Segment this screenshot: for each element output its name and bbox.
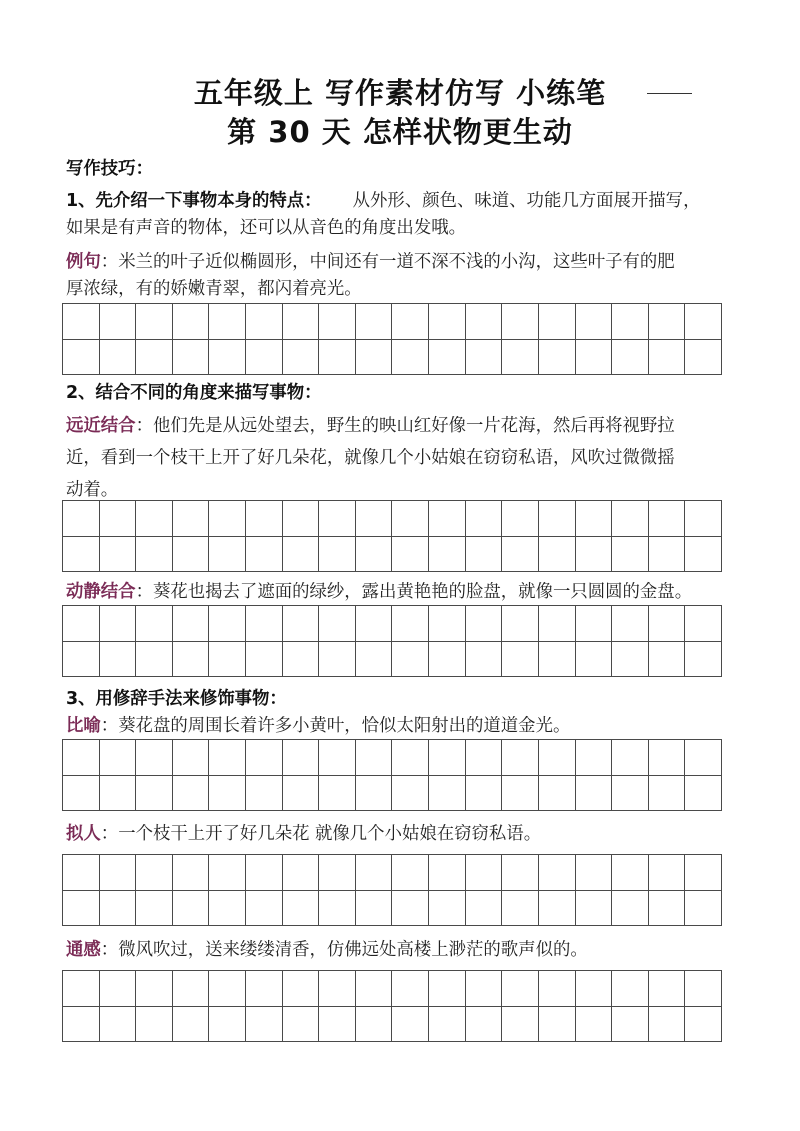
grid-cell[interactable]: [173, 501, 210, 537]
grid-cell[interactable]: [539, 340, 576, 376]
grid-cell[interactable]: [392, 855, 429, 891]
synesthesia-text: ：微风吹过，送来缕缕清香，仿佛远处高楼上渺茫的歌声似的。: [100, 940, 588, 960]
grid-cell[interactable]: [63, 537, 100, 573]
grid-cell[interactable]: [392, 891, 429, 927]
grid-cell[interactable]: [466, 340, 503, 376]
motion-text: ：葵花也揭去了遮面的绿纱，露出黄艳艳的脸盘，就像一只圆圆的金盘。: [135, 582, 693, 602]
grid-cell[interactable]: [100, 642, 137, 678]
grid-cell[interactable]: [649, 776, 686, 812]
grid-cell[interactable]: [246, 740, 283, 776]
section1-desc-part2: 如果是有声音的物体，还可以从音色的角度出发哦。: [66, 218, 466, 238]
grid-cell[interactable]: [209, 606, 246, 642]
grid-cell[interactable]: [100, 501, 137, 537]
grid-cell[interactable]: [319, 642, 356, 678]
grid-cell[interactable]: [392, 1007, 429, 1043]
grid-cell[interactable]: [283, 501, 320, 537]
grid-cell[interactable]: [466, 740, 503, 776]
grid-cell[interactable]: [466, 891, 503, 927]
grid-cell[interactable]: [685, 537, 722, 573]
grid-cell[interactable]: [319, 1007, 356, 1043]
grid-cell[interactable]: [392, 971, 429, 1007]
grid-cell[interactable]: [319, 304, 356, 340]
grid-cell[interactable]: [246, 776, 283, 812]
near-far-text-part2: 近，看到一个枝干上开了好几朵花，就像几个小姑娘在窃窃私语，风吹过微微摇: [66, 448, 675, 468]
grid-cell[interactable]: [429, 891, 466, 927]
grid-cell[interactable]: [246, 501, 283, 537]
grid-cell[interactable]: [319, 537, 356, 573]
grid-cell[interactable]: [392, 501, 429, 537]
grid-cell[interactable]: [173, 1007, 210, 1043]
grid-cell[interactable]: [576, 740, 613, 776]
grid-cell[interactable]: [429, 971, 466, 1007]
grid-cell[interactable]: [209, 501, 246, 537]
grid-cell[interactable]: [612, 642, 649, 678]
writing-grid-5[interactable]: [62, 854, 722, 926]
personification-text: ：一个枝干上开了好几朵花 就像几个小姑娘在窃窃私语。: [100, 824, 542, 844]
grid-cell[interactable]: [576, 304, 613, 340]
grid-cell[interactable]: [136, 855, 173, 891]
grid-cell[interactable]: [319, 740, 356, 776]
grid-cell[interactable]: [392, 537, 429, 573]
near-far-text-part1: ：他们先是从远处望去，野生的映山红好像一片花海，然后再将视野拉: [135, 416, 675, 436]
grid-cell[interactable]: [246, 1007, 283, 1043]
grid-cell[interactable]: [100, 606, 137, 642]
grid-cell[interactable]: [63, 501, 100, 537]
grid-cell[interactable]: [283, 304, 320, 340]
grid-cell[interactable]: [392, 642, 429, 678]
grid-cell[interactable]: [429, 776, 466, 812]
grid-cell[interactable]: [136, 740, 173, 776]
grid-cell[interactable]: [576, 642, 613, 678]
near-far-label: 远近结合: [66, 416, 136, 436]
grid-cell[interactable]: [100, 740, 137, 776]
grid-cell[interactable]: [283, 606, 320, 642]
writing-grid-3[interactable]: [62, 605, 722, 677]
grid-cell[interactable]: [283, 340, 320, 376]
section3-heading: 3、用修辞手法来修饰事物：: [66, 689, 287, 709]
grid-cell[interactable]: [576, 891, 613, 927]
grid-cell[interactable]: [576, 855, 613, 891]
grid-cell[interactable]: [685, 642, 722, 678]
grid-cell[interactable]: [502, 891, 539, 927]
grid-cell[interactable]: [539, 606, 576, 642]
metaphor-text: ：葵花盘的周围长着许多小黄叶，恰似太阳射出的道道金光。: [100, 716, 571, 736]
grid-cell[interactable]: [685, 340, 722, 376]
grid-cell[interactable]: [429, 537, 466, 573]
grid-cell[interactable]: [356, 740, 393, 776]
grid-cell[interactable]: [63, 642, 100, 678]
grid-cell[interactable]: [173, 776, 210, 812]
grid-cell[interactable]: [209, 891, 246, 927]
section1-desc-part1: 从外形、颜色、味道、功能几方面展开描写，: [352, 191, 701, 211]
example-text-part2: 厚浓绿，有的娇嫩青翠，都闪着亮光。: [66, 279, 362, 299]
grid-cell[interactable]: [283, 642, 320, 678]
grid-cell[interactable]: [100, 537, 137, 573]
grid-cell[interactable]: [392, 606, 429, 642]
motion-label: 动静结合: [66, 582, 136, 602]
grid-cell[interactable]: [502, 501, 539, 537]
grid-cell[interactable]: [685, 776, 722, 812]
grid-cell[interactable]: [612, 304, 649, 340]
grid-cell[interactable]: [466, 537, 503, 573]
grid-cell[interactable]: [392, 304, 429, 340]
grid-cell[interactable]: [246, 891, 283, 927]
synesthesia-label: 通感: [66, 940, 101, 960]
grid-cell[interactable]: [502, 642, 539, 678]
personification-line: [66, 822, 541, 846]
grid-cell[interactable]: [576, 606, 613, 642]
grid-cell[interactable]: [649, 971, 686, 1007]
section1-example-line1: [66, 250, 675, 274]
grid-cell[interactable]: [502, 1007, 539, 1043]
grid-cell[interactable]: [649, 855, 686, 891]
grid-cell[interactable]: [100, 340, 137, 376]
grid-cell[interactable]: [685, 304, 722, 340]
grid-cell[interactable]: [356, 537, 393, 573]
grid-cell[interactable]: [649, 340, 686, 376]
near-far-line1: [66, 414, 675, 438]
grid-cell[interactable]: [649, 606, 686, 642]
grid-cell[interactable]: [136, 537, 173, 573]
grid-cell[interactable]: [429, 642, 466, 678]
metaphor-line: [66, 714, 570, 738]
grid-cell[interactable]: [466, 304, 503, 340]
grid-cell[interactable]: [319, 891, 356, 927]
grid-cell[interactable]: [649, 537, 686, 573]
grid-cell[interactable]: [649, 642, 686, 678]
grid-cell[interactable]: [319, 340, 356, 376]
writing-grid-4[interactable]: [62, 739, 722, 811]
grid-cell[interactable]: [502, 855, 539, 891]
grid-cell[interactable]: [136, 971, 173, 1007]
grid-cell[interactable]: [246, 304, 283, 340]
grid-cell[interactable]: [539, 891, 576, 927]
grid-cell[interactable]: [136, 776, 173, 812]
grid-cell[interactable]: [173, 606, 210, 642]
grid-cell[interactable]: [649, 891, 686, 927]
grid-cell[interactable]: [502, 606, 539, 642]
grid-cell[interactable]: [685, 1007, 722, 1043]
grid-cell[interactable]: [429, 340, 466, 376]
grid-cell[interactable]: [356, 971, 393, 1007]
grid-cell[interactable]: [502, 740, 539, 776]
grid-cell[interactable]: [576, 501, 613, 537]
grid-cell[interactable]: [173, 304, 210, 340]
grid-cell[interactable]: [356, 606, 393, 642]
grid-cell[interactable]: [100, 971, 137, 1007]
grid-cell[interactable]: [319, 776, 356, 812]
grid-cell[interactable]: [685, 501, 722, 537]
grid-cell[interactable]: [63, 855, 100, 891]
grid-cell[interactable]: [246, 340, 283, 376]
grid-cell[interactable]: [502, 537, 539, 573]
grid-cell[interactable]: [356, 304, 393, 340]
grid-cell[interactable]: [63, 740, 100, 776]
grid-cell[interactable]: [173, 855, 210, 891]
grid-cell[interactable]: [539, 740, 576, 776]
grid-cell[interactable]: [612, 537, 649, 573]
grid-cell[interactable]: [502, 340, 539, 376]
grid-cell[interactable]: [539, 642, 576, 678]
grid-cell[interactable]: [63, 606, 100, 642]
writing-grid-2[interactable]: [62, 500, 722, 572]
grid-cell[interactable]: [100, 891, 137, 927]
grid-cell[interactable]: [283, 855, 320, 891]
grid-cell[interactable]: [63, 1007, 100, 1043]
grid-cell[interactable]: [466, 855, 503, 891]
example-text-part1: ：米兰的叶子近似椭圆形，中间还有一道不深不浅的小沟，这些叶子有的肥: [100, 252, 675, 272]
grid-cell[interactable]: [136, 1007, 173, 1043]
grid-cell[interactable]: [649, 501, 686, 537]
grid-cell[interactable]: [356, 501, 393, 537]
grid-cell[interactable]: [63, 304, 100, 340]
grid-cell[interactable]: [319, 971, 356, 1007]
grid-cell[interactable]: [429, 304, 466, 340]
title-divider: [647, 93, 692, 94]
personification-label: 拟人: [66, 824, 101, 844]
grid-cell[interactable]: [612, 891, 649, 927]
grid-cell[interactable]: [319, 501, 356, 537]
grid-cell[interactable]: [283, 891, 320, 927]
grid-cell[interactable]: [576, 537, 613, 573]
grid-cell[interactable]: [209, 537, 246, 573]
grid-cell[interactable]: [209, 304, 246, 340]
grid-cell[interactable]: [356, 1007, 393, 1043]
grid-cell[interactable]: [136, 891, 173, 927]
grid-cell[interactable]: [576, 1007, 613, 1043]
grid-cell[interactable]: [209, 855, 246, 891]
grid-cell[interactable]: [246, 537, 283, 573]
grid-cell[interactable]: [466, 642, 503, 678]
grid-cell[interactable]: [429, 1007, 466, 1043]
grid-cell[interactable]: [612, 340, 649, 376]
grid-cell[interactable]: [246, 855, 283, 891]
grid-cell[interactable]: [612, 501, 649, 537]
grid-cell[interactable]: [649, 1007, 686, 1043]
writing-tips-heading: 写作技巧：: [66, 159, 153, 179]
section1-heading: 1、先介绍一下事物本身的特点：: [66, 191, 322, 211]
grid-cell[interactable]: [649, 304, 686, 340]
grid-cell[interactable]: [356, 776, 393, 812]
grid-cell[interactable]: [136, 501, 173, 537]
metaphor-label: 比喻: [66, 716, 101, 736]
grid-cell[interactable]: [63, 971, 100, 1007]
grid-cell[interactable]: [392, 340, 429, 376]
grid-cell[interactable]: [173, 340, 210, 376]
grid-cell[interactable]: [612, 740, 649, 776]
grid-cell[interactable]: [100, 304, 137, 340]
writing-grid-1[interactable]: [62, 303, 722, 375]
grid-cell[interactable]: [173, 740, 210, 776]
grid-cell[interactable]: [539, 855, 576, 891]
grid-cell[interactable]: [209, 740, 246, 776]
grid-cell[interactable]: [319, 855, 356, 891]
example-label: 例句: [66, 252, 101, 272]
grid-cell[interactable]: [356, 891, 393, 927]
grid-cell[interactable]: [173, 642, 210, 678]
grid-cell[interactable]: [685, 971, 722, 1007]
grid-cell[interactable]: [612, 776, 649, 812]
grid-cell[interactable]: [429, 501, 466, 537]
grid-cell[interactable]: [246, 642, 283, 678]
section1-line1: [66, 189, 700, 213]
grid-cell[interactable]: [63, 891, 100, 927]
grid-cell[interactable]: [100, 855, 137, 891]
grid-cell[interactable]: [283, 740, 320, 776]
grid-cell[interactable]: [466, 606, 503, 642]
grid-cell[interactable]: [392, 740, 429, 776]
grid-cell[interactable]: [466, 971, 503, 1007]
grid-cell[interactable]: [685, 740, 722, 776]
page-subtitle: 第 30 天 怎样状物更生动: [227, 115, 573, 149]
section2-heading: 2、结合不同的角度来描写事物：: [66, 383, 322, 403]
grid-cell[interactable]: [319, 606, 356, 642]
grid-cell[interactable]: [539, 971, 576, 1007]
grid-cell[interactable]: [539, 501, 576, 537]
grid-cell[interactable]: [136, 340, 173, 376]
grid-cell[interactable]: [173, 971, 210, 1007]
grid-cell[interactable]: [685, 606, 722, 642]
grid-cell[interactable]: [209, 971, 246, 1007]
grid-cell[interactable]: [685, 891, 722, 927]
grid-cell[interactable]: [502, 304, 539, 340]
near-far-text-part3: 动着。: [66, 480, 119, 500]
grid-cell[interactable]: [466, 776, 503, 812]
grid-cell[interactable]: [63, 340, 100, 376]
grid-cell[interactable]: [356, 642, 393, 678]
grid-cell[interactable]: [246, 606, 283, 642]
grid-cell[interactable]: [283, 1007, 320, 1043]
grid-cell[interactable]: [246, 971, 283, 1007]
grid-cell[interactable]: [539, 537, 576, 573]
grid-cell[interactable]: [63, 776, 100, 812]
grid-cell[interactable]: [209, 642, 246, 678]
grid-cell[interactable]: [356, 855, 393, 891]
grid-cell[interactable]: [539, 304, 576, 340]
grid-cell[interactable]: [173, 891, 210, 927]
grid-cell[interactable]: [502, 971, 539, 1007]
grid-cell[interactable]: [539, 1007, 576, 1043]
grid-cell[interactable]: [283, 776, 320, 812]
synesthesia-line: [66, 938, 588, 962]
grid-cell[interactable]: [576, 776, 613, 812]
grid-cell[interactable]: [283, 537, 320, 573]
writing-grid-6[interactable]: [62, 970, 722, 1042]
grid-cell[interactable]: [209, 776, 246, 812]
grid-cell[interactable]: [429, 740, 466, 776]
grid-cell[interactable]: [466, 501, 503, 537]
grid-cell[interactable]: [356, 340, 393, 376]
grid-cell[interactable]: [649, 740, 686, 776]
grid-cell[interactable]: [429, 606, 466, 642]
grid-cell[interactable]: [100, 776, 137, 812]
grid-cell[interactable]: [392, 776, 429, 812]
grid-cell[interactable]: [502, 776, 539, 812]
grid-cell[interactable]: [136, 304, 173, 340]
grid-cell[interactable]: [685, 855, 722, 891]
grid-cell[interactable]: [429, 855, 466, 891]
grid-cell[interactable]: [283, 971, 320, 1007]
grid-cell[interactable]: [612, 855, 649, 891]
page-title: 五年级上 写作素材仿写 小练笔: [193, 76, 607, 110]
grid-cell[interactable]: [539, 776, 576, 812]
grid-cell[interactable]: [209, 340, 246, 376]
grid-cell[interactable]: [466, 1007, 503, 1043]
grid-cell[interactable]: [612, 1007, 649, 1043]
grid-cell[interactable]: [576, 340, 613, 376]
motion-line: [66, 580, 692, 604]
grid-cell[interactable]: [136, 642, 173, 678]
grid-cell[interactable]: [209, 1007, 246, 1043]
grid-cell[interactable]: [612, 606, 649, 642]
grid-cell[interactable]: [136, 606, 173, 642]
grid-cell[interactable]: [576, 971, 613, 1007]
grid-cell[interactable]: [100, 1007, 137, 1043]
grid-cell[interactable]: [612, 971, 649, 1007]
grid-cell[interactable]: [173, 537, 210, 573]
